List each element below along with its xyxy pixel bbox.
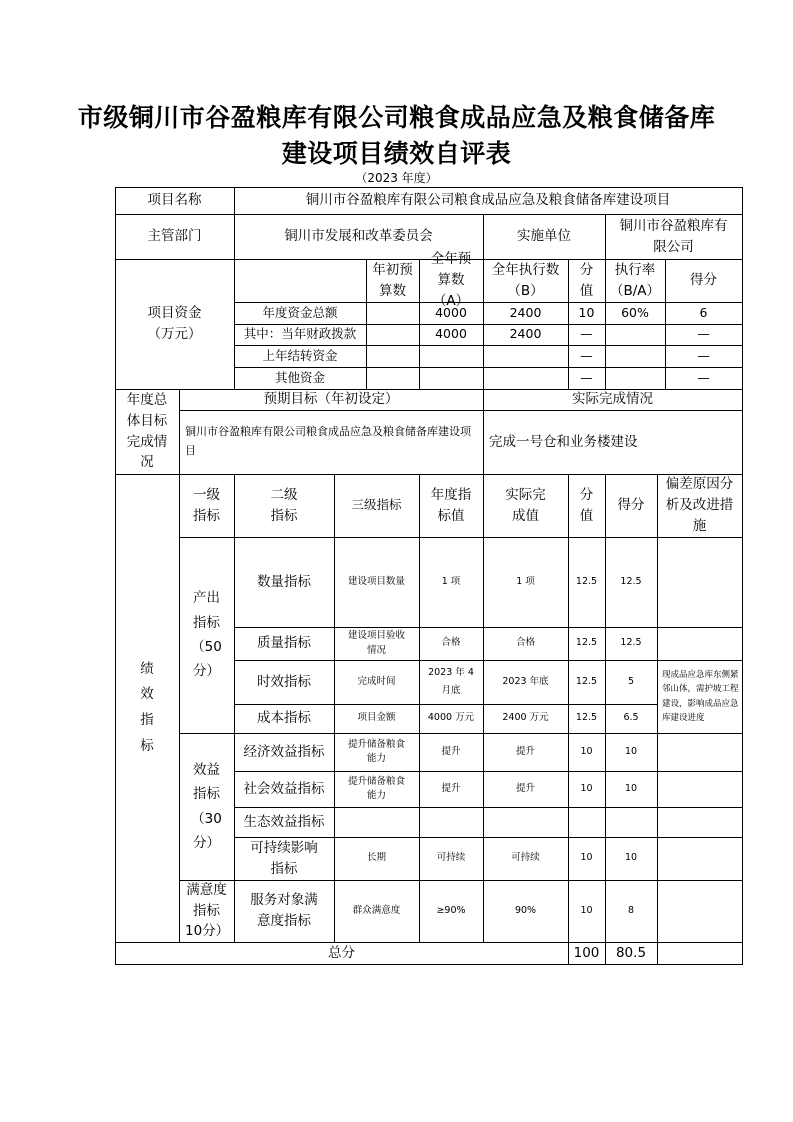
perf-row-target: 提升 (441, 745, 461, 757)
funds-row-initial (366, 302, 419, 324)
perf-row-target: 4000 万元 (427, 712, 475, 724)
perf-header-level2: 二级指标 (270, 486, 298, 524)
funds-header-rate: 执行率（B/A） (609, 261, 661, 299)
dept-label: 主管部门 (147, 228, 202, 245)
perf-row-score: 6.5 (623, 712, 639, 724)
funds-row-score: — (697, 369, 710, 385)
funds-row-weight: — (580, 326, 593, 342)
perf-row-target: 可持续 (436, 852, 466, 864)
funds-row-label: 其他资金 (274, 369, 325, 385)
funds-header-weight: 分值 (579, 261, 594, 299)
perf-header-score: 得分 (617, 497, 645, 514)
perf-satisfaction-label: 满意度指标10分） (185, 881, 230, 940)
perf-row-l3: 提升储备粮食能力 (347, 775, 405, 801)
perf-row-l2: 经济效益指标 (243, 743, 325, 760)
goal-actual: 完成一号仓和业务楼建设 (489, 433, 638, 450)
perf-row-weight: 12.5 (575, 712, 598, 724)
perf-row-weight: 10 (580, 782, 593, 794)
funds-row-rate (605, 367, 665, 389)
perf-row-actual: 提升 (515, 745, 535, 757)
perf-row-score: 10 (624, 745, 638, 757)
funds-row-score: 6 (699, 304, 708, 320)
report-year: （2023 年度） (355, 171, 438, 185)
perf-row-score: 5 (627, 675, 635, 687)
perf-label: 绩效指标 (140, 660, 154, 754)
funds-header-score: 得分 (690, 272, 717, 289)
funds-row-weight: — (580, 347, 593, 363)
impl-label: 实施单位 (517, 228, 571, 245)
perf-row-l2: 质量指标 (257, 635, 311, 652)
funds-row-score: — (697, 347, 710, 363)
funds-row-weight: — (580, 369, 593, 385)
impl-value: 铜川市谷盈粮库有限公司 (619, 217, 728, 255)
perf-row-target: 2023 年 4 月底 (428, 666, 474, 696)
perf-row-weight: 10 (580, 852, 593, 864)
perf-row-actual: 1 项 (516, 575, 535, 587)
perf-row-l2: 生态效益指标 (243, 813, 325, 830)
perf-row-l2: 社会效益指标 (243, 780, 325, 797)
project-name: 铜川市谷盈粮库有限公司粮食成品应急及粮食储备库建设项目 (305, 192, 671, 209)
perf-output-label: 产出指标（50分） (191, 590, 222, 680)
document-title-line1: 市级铜川市谷盈粮库有限公司粮食成品应急及粮食储备库 (77, 103, 716, 132)
goal-expected: 铜川市谷盈粮库有限公司粮食成品应急及粮食储备库建设项目 (185, 425, 471, 457)
funds-row-initial (366, 367, 419, 389)
perf-row-target: 提升 (441, 782, 461, 794)
perf-row-actual: 合格 (515, 637, 535, 649)
perf-row-score: 10 (624, 852, 638, 864)
perf-row-l3: 项目金额 (357, 712, 396, 724)
perf-row-target: 1 项 (441, 575, 461, 587)
perf-reason-text: 现成品应急库东侧紧邻山体，需护坡工程建设，影响成品应急库建设进度 (662, 670, 739, 723)
perf-row-l3: 建设项目验收情况 (347, 630, 405, 656)
funds-row-label: 年度资金总额 (262, 304, 338, 320)
perf-row-weight: 12.5 (575, 637, 598, 649)
perf-row-weight: 12.5 (575, 675, 598, 687)
goal-expected-header: 预期目标（年初设定） (263, 391, 399, 408)
perf-row-actual: 2400 万元 (502, 712, 549, 724)
funds-row-executed: 2400 (509, 326, 542, 342)
perf-row-score: 10 (624, 782, 638, 794)
funds-row-label: 其中：当年财政拨款 (243, 326, 357, 342)
funds-row-executed (483, 367, 568, 389)
perf-row-score: 8 (627, 904, 635, 916)
perf-row-l3: 群众满意度 (352, 904, 401, 916)
perf-row-weight: 10 (580, 904, 593, 916)
perf-row-l3: 长期 (366, 852, 386, 864)
perf-row-l2: 成本指标 (257, 710, 311, 727)
perf-row-score: 12.5 (620, 575, 642, 587)
funds-header-executed: 全年执行数（B） (491, 261, 560, 299)
funds-row-annual (419, 367, 483, 389)
funds-row-executed (483, 345, 568, 367)
project-name-label: 项目名称 (147, 192, 202, 209)
perf-row-l2: 可持续影响指标 (250, 839, 318, 877)
perf-header-actual: 实际完成值 (505, 486, 546, 524)
perf-row-actual: 可持续 (511, 852, 540, 864)
funds-row-initial (366, 345, 419, 367)
funds-row-rate: 60% (621, 304, 649, 320)
funds-row-rate (605, 345, 665, 367)
perf-row-actual: 提升 (515, 782, 535, 794)
perf-row-l3: 完成时间 (357, 675, 396, 687)
perf-row-score: 12.5 (620, 637, 642, 649)
funds-row-annual: 4000 (435, 326, 467, 342)
perf-row-l3: 建设项目数量 (347, 575, 405, 587)
funds-label: 项目资金（万元） (147, 305, 202, 342)
perf-row-l2: 服务对象满意度指标 (250, 892, 318, 929)
total-weight: 100 (573, 944, 600, 961)
funds-row-annual (419, 345, 483, 367)
perf-row-target: ≥90% (436, 904, 466, 916)
perf-header-target: 年度指标值 (430, 486, 472, 524)
funds-row-initial (366, 324, 419, 345)
perf-row-weight: 10 (580, 745, 593, 757)
perf-benefit-label: 效益指标（30分） (191, 761, 222, 851)
perf-header-reason: 偏差原因分析及改进措施 (665, 476, 734, 534)
total-label: 总分 (328, 944, 355, 961)
funds-row-score: — (697, 326, 710, 342)
funds-header-initial: 年初预算数 (372, 261, 413, 299)
document-title-line2: 建设项目绩效自评表 (281, 139, 512, 168)
perf-row-actual: 2023 年底 (502, 675, 549, 687)
funds-row-weight: 10 (578, 304, 595, 320)
perf-header-weight: 分值 (579, 486, 594, 524)
funds-header-annual: 全年预算数（A） (430, 251, 472, 309)
perf-row-weight: 12.5 (575, 575, 598, 587)
funds-row-executed: 2400 (509, 304, 542, 320)
funds-row-label: 上年结转资金 (262, 347, 338, 363)
perf-row-target: 合格 (441, 637, 461, 649)
goal-actual-header: 实际完成情况 (572, 391, 653, 408)
perf-header-level3: 三级指标 (351, 497, 402, 513)
perf-row-l2: 数量指标 (257, 573, 311, 590)
dept-value: 铜川市发展和改革委员会 (284, 228, 433, 245)
funds-row-rate (605, 324, 665, 345)
perf-header-level1: 一级指标 (193, 486, 220, 524)
perf-row-l2: 时效指标 (257, 673, 311, 690)
perf-row-actual: 90% (514, 904, 537, 916)
perf-row-l3: 提升储备粮食能力 (347, 738, 405, 764)
funds-row-annual: 4000 (435, 304, 467, 320)
total-score: 80.5 (615, 944, 647, 961)
goal-label: 年度总体目标完成情况 (126, 391, 168, 471)
